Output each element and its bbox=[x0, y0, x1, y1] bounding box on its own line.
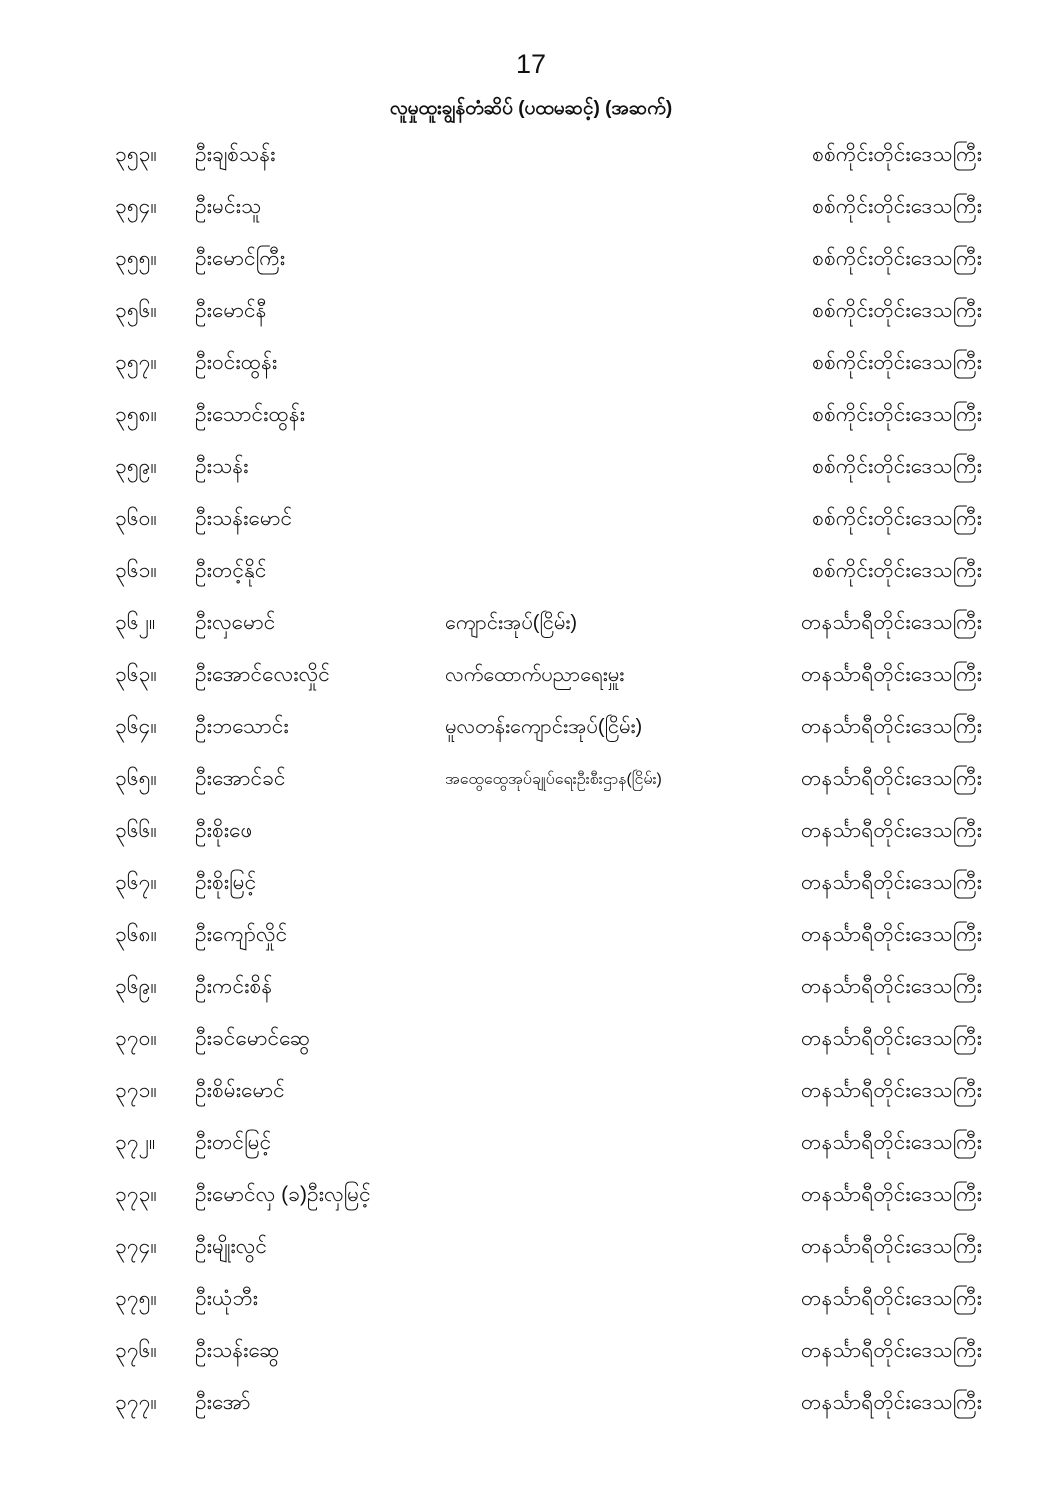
entry-number: ၃၅၈။ bbox=[115, 402, 157, 426]
entry-number: ၃၅၃။ bbox=[115, 142, 157, 166]
entry-name: ဦးအောင်ခင် bbox=[195, 766, 286, 790]
entry-number: ၃၇၇။ bbox=[115, 1390, 157, 1414]
list-item bbox=[0, 598, 1062, 650]
list-item bbox=[0, 1378, 1062, 1430]
entry-region: စစ်ကိုင်းတိုင်းဒေသကြီး bbox=[812, 506, 982, 530]
entry-name: ဦးစိမ်းမောင် bbox=[195, 1078, 285, 1102]
entry-name: ဦးမောင်လှ (ခ)ဦးလှမြင့် bbox=[195, 1182, 371, 1206]
entry-name: ဦးတင်မြင့် bbox=[195, 1130, 272, 1154]
list-item bbox=[0, 546, 1062, 598]
entry-name: ဦးလှမောင် bbox=[195, 610, 276, 634]
entry-name: ဦးသန်းဆွေ bbox=[195, 1338, 280, 1362]
list-item bbox=[0, 1326, 1062, 1378]
list-item bbox=[0, 650, 1062, 702]
entry-position: အထွေထွေအုပ်ချုပ်ရေးဦးစီးဌာန(ငြိမ်း) bbox=[445, 771, 662, 789]
list-item bbox=[0, 1066, 1062, 1118]
entry-number: ၃၇၅။ bbox=[115, 1286, 157, 1310]
entry-region: တနင်္သာရီတိုင်းဒေသကြီး bbox=[801, 610, 982, 634]
entry-number: ၃၅၉။ bbox=[115, 454, 157, 478]
entry-position: ကျောင်းအုပ်(ငြိမ်း) bbox=[445, 612, 578, 635]
list-item bbox=[0, 442, 1062, 494]
entry-region: တနင်္သာရီတိုင်းဒေသကြီး bbox=[801, 1286, 982, 1310]
entry-number: ၃၆၂။ bbox=[115, 610, 156, 634]
award-recipient-list bbox=[0, 130, 1062, 1430]
entry-number: ၃၆၀။ bbox=[115, 506, 157, 530]
entry-name: ဦးယုံဘီး bbox=[195, 1286, 258, 1310]
list-item bbox=[0, 910, 1062, 962]
entry-region: တနင်္သာရီတိုင်းဒေသကြီး bbox=[801, 714, 982, 738]
entry-region: စစ်ကိုင်းတိုင်းဒေသကြီး bbox=[812, 350, 982, 374]
entry-name: ဦးသန်းမောင် bbox=[195, 506, 293, 530]
list-item bbox=[0, 1118, 1062, 1170]
entry-number: ၃၇၆။ bbox=[115, 1338, 157, 1362]
entry-number: ၃၅၇။ bbox=[115, 350, 157, 374]
entry-number: ၃၆၇။ bbox=[115, 870, 157, 894]
entry-name: ဦးချစ်သန်း bbox=[195, 142, 276, 166]
entry-region: တနင်္သာရီတိုင်းဒေသကြီး bbox=[801, 1078, 982, 1102]
list-item bbox=[0, 1014, 1062, 1066]
entry-region: တနင်္သာရီတိုင်းဒေသကြီး bbox=[801, 870, 982, 894]
entry-region: တနင်္သာရီတိုင်းဒေသကြီး bbox=[801, 922, 982, 946]
entry-region: တနင်္သာရီတိုင်းဒေသကြီး bbox=[801, 1026, 982, 1050]
entry-name: ဦးမျိုးလွင် bbox=[195, 1234, 267, 1258]
entry-name: ဦးအော် bbox=[195, 1390, 251, 1414]
entry-name: ဦးသောင်းထွန်း bbox=[195, 402, 305, 426]
list-item bbox=[0, 130, 1062, 182]
entry-name: ဦးတင့်နိုင် bbox=[195, 558, 267, 582]
entry-region: တနင်္သာရီတိုင်းဒေသကြီး bbox=[801, 1130, 982, 1154]
entry-number: ၃၇၃။ bbox=[115, 1182, 157, 1206]
entry-name: ဦးဘသောင်း bbox=[195, 714, 289, 738]
entry-region: စစ်ကိုင်းတိုင်းဒေသကြီး bbox=[812, 246, 982, 270]
entry-region: စစ်ကိုင်းတိုင်းဒေသကြီး bbox=[812, 402, 982, 426]
entry-name: ဦးကျော်လှိုင် bbox=[195, 922, 288, 946]
list-item bbox=[0, 338, 1062, 390]
list-item bbox=[0, 234, 1062, 286]
entry-number: ၃၇၂။ bbox=[115, 1130, 156, 1154]
list-item bbox=[0, 1222, 1062, 1274]
page-title: လူမှုထူးချွန်တံဆိပ် (ပထမဆင့်) (အဆက်) bbox=[389, 97, 673, 119]
list-item bbox=[0, 182, 1062, 234]
entry-position: မူလတန်းကျောင်းအုပ်(ငြိမ်း) bbox=[445, 716, 643, 739]
entry-name: ဦးမောင်နီ bbox=[195, 298, 267, 322]
entry-region: စစ်ကိုင်းတိုင်းဒေသကြီး bbox=[812, 558, 982, 582]
entry-name: ဦးစိုးမြင့် bbox=[195, 870, 257, 894]
entry-name: ဦးခင်မောင်ဆွေ bbox=[195, 1026, 311, 1050]
entry-position: လက်ထောက်ပညာရေးမှူး bbox=[445, 664, 625, 687]
list-item bbox=[0, 702, 1062, 754]
entry-region: တနင်္သာရီတိုင်းဒေသကြီး bbox=[801, 662, 982, 686]
entry-name: ဦးသန်း bbox=[195, 454, 249, 478]
entry-number: ၃၅၅။ bbox=[115, 246, 157, 270]
list-item bbox=[0, 286, 1062, 338]
entry-region: တနင်္သာရီတိုင်းဒေသကြီး bbox=[801, 1234, 982, 1258]
entry-region: စစ်ကိုင်းတိုင်းဒေသကြီး bbox=[812, 142, 982, 166]
entry-number: ၃၅၆။ bbox=[115, 298, 157, 322]
list-item bbox=[0, 806, 1062, 858]
list-item bbox=[0, 754, 1062, 806]
entry-region: တနင်္သာရီတိုင်းဒေသကြီး bbox=[801, 766, 982, 790]
entry-name: ဦးမောင်ကြီး bbox=[195, 246, 286, 270]
entry-name: ဦးဝင်းထွန်း bbox=[195, 350, 278, 374]
entry-region: တနင်္သာရီတိုင်းဒေသကြီး bbox=[801, 1390, 982, 1414]
entry-number: ၃၆၃။ bbox=[115, 662, 157, 686]
list-item bbox=[0, 858, 1062, 910]
entry-region: တနင်္သာရီတိုင်းဒေသကြီး bbox=[801, 1338, 982, 1362]
entry-region: တနင်္သာရီတိုင်းဒေသကြီး bbox=[801, 974, 982, 998]
list-item bbox=[0, 390, 1062, 442]
entry-number: ၃၆၉။ bbox=[115, 974, 157, 998]
entry-number: ၃၆၅။ bbox=[115, 766, 157, 790]
entry-number: ၃၆၄။ bbox=[115, 714, 157, 738]
list-item bbox=[0, 1170, 1062, 1222]
entry-number: ၃၆၁။ bbox=[115, 558, 157, 582]
page-number: 17 bbox=[515, 49, 547, 79]
entry-name: ဦးအောင်လေးလှိုင် bbox=[195, 662, 330, 686]
entry-number: ၃၆၈။ bbox=[115, 922, 157, 946]
entry-name: ဦးစိုးဖေ bbox=[195, 818, 253, 842]
list-item bbox=[0, 494, 1062, 546]
entry-number: ၃၇၀။ bbox=[115, 1026, 157, 1050]
entry-name: ဦးမင်းသူ bbox=[195, 194, 262, 218]
entry-region: စစ်ကိုင်းတိုင်းဒေသကြီး bbox=[812, 298, 982, 322]
list-item bbox=[0, 962, 1062, 1014]
entry-name: ဦးကင်းစိန် bbox=[195, 974, 273, 998]
entry-region: စစ်ကိုင်းတိုင်းဒေသကြီး bbox=[812, 454, 982, 478]
entry-number: ၃၇၄။ bbox=[115, 1234, 157, 1258]
entry-region: တနင်္သာရီတိုင်းဒေသကြီး bbox=[801, 1182, 982, 1206]
entry-region: စစ်ကိုင်းတိုင်းဒေသကြီး bbox=[812, 194, 982, 218]
entry-region: တနင်္သာရီတိုင်းဒေသကြီး bbox=[801, 818, 982, 842]
entry-number: ၃၇၁။ bbox=[115, 1078, 157, 1102]
entry-number: ၃၅၄။ bbox=[115, 194, 157, 218]
list-item bbox=[0, 1274, 1062, 1326]
entry-number: ၃၆၆။ bbox=[115, 818, 157, 842]
